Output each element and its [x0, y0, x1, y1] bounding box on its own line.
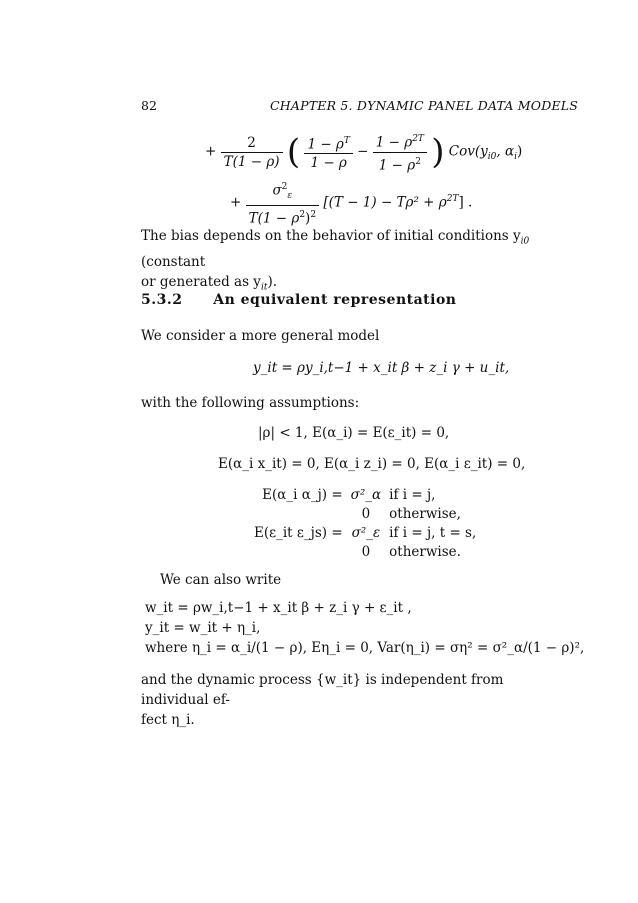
write-equation-2: y_it = w_it + η_i, [145, 620, 261, 636]
covariance-cases [250, 486, 480, 562]
fraction-sigma-over-T: $\frac{\sigma^2_\varepsilon}{T(1 - \rho^2)^2}$ [246, 178, 319, 228]
paragraph-assumptions-intro: with the following assumptions: [141, 395, 360, 411]
equation-bias-term-1: + $\frac{2}{T(1 - \rho)}$ ( $\frac{1 - \rho^T}{1 - \rho}$ − $\frac{1 - \rho^{2T}}{1 - \rho^2}$ ) $Cov(y_{i0}$, $\alpha_i$) [205, 132, 523, 173]
plus-sign: + [205, 143, 217, 160]
assumption-line-1: |ρ| < 1, E(α_i) = E(ε_it) = 0, [258, 425, 450, 441]
section-heading [141, 292, 456, 308]
write-equation-3: where η_i = α_i/(1 − ρ), Eη_i = 0, Var(η_i) = ση² = σ²_α/(1 − ρ)², [145, 640, 585, 656]
running-title: CHAPTER 5. DYNAMIC PANEL DATA MODELS [270, 98, 579, 113]
paragraph-model-intro: We consider a more general model [141, 328, 380, 344]
fraction-rho-T: $\frac{1 - \rho^T}{1 - \rho}$ [304, 132, 352, 173]
write-equation-1: w_it = ρw_i,t−1 + x_it β + z_i γ + ε_it , [145, 600, 412, 616]
fraction-2-over-T: $\frac{2}{T(1 - \rho)}$ [221, 134, 283, 171]
assumption-line-2: E(α_i x_it) = 0, E(α_i z_i) = 0, E(α_i ε_it) = 0, [218, 456, 526, 472]
section-title: An equivalent representation [213, 292, 457, 308]
fraction-rho-2T: $\frac{1 - \rho^{2T}}{1 - \rho^2}$ [373, 130, 427, 174]
equation-bias-term-2: + $\frac{\sigma^2_\varepsilon}{T(1 - \rho^2)^2}$ $[(T - 1) - T\rho^2 + \rho^{2T}]$ . [230, 178, 472, 228]
page-number: 82 [141, 98, 157, 113]
paragraph-bias: The bias depends on the behavior of initial conditions $y_{i0}$ (constant or generated as $y_{it}$). [141, 228, 530, 293]
paragraph-also-write: We can also write [160, 572, 282, 588]
case-row: E(ε_it ε_js) = σ²_ε if i = j, t = s, [254, 525, 477, 541]
section-number: 5.3.2 [141, 292, 183, 308]
case-row: 0 otherwise, [361, 506, 461, 522]
left-paren: ( [286, 132, 301, 172]
case-row: 0 otherwise. [361, 544, 461, 560]
case-row: E(α_i α_j) = σ²_α if i = j, [262, 487, 436, 503]
right-paren: ) [431, 132, 445, 172]
model-equation: y_it = ρy_i,t−1 + x_it β + z_i γ + u_it, [253, 360, 510, 376]
paragraph-dynamic-process: and the dynamic process {w_it} is independent from individual ef- fect η_i. [141, 672, 504, 728]
